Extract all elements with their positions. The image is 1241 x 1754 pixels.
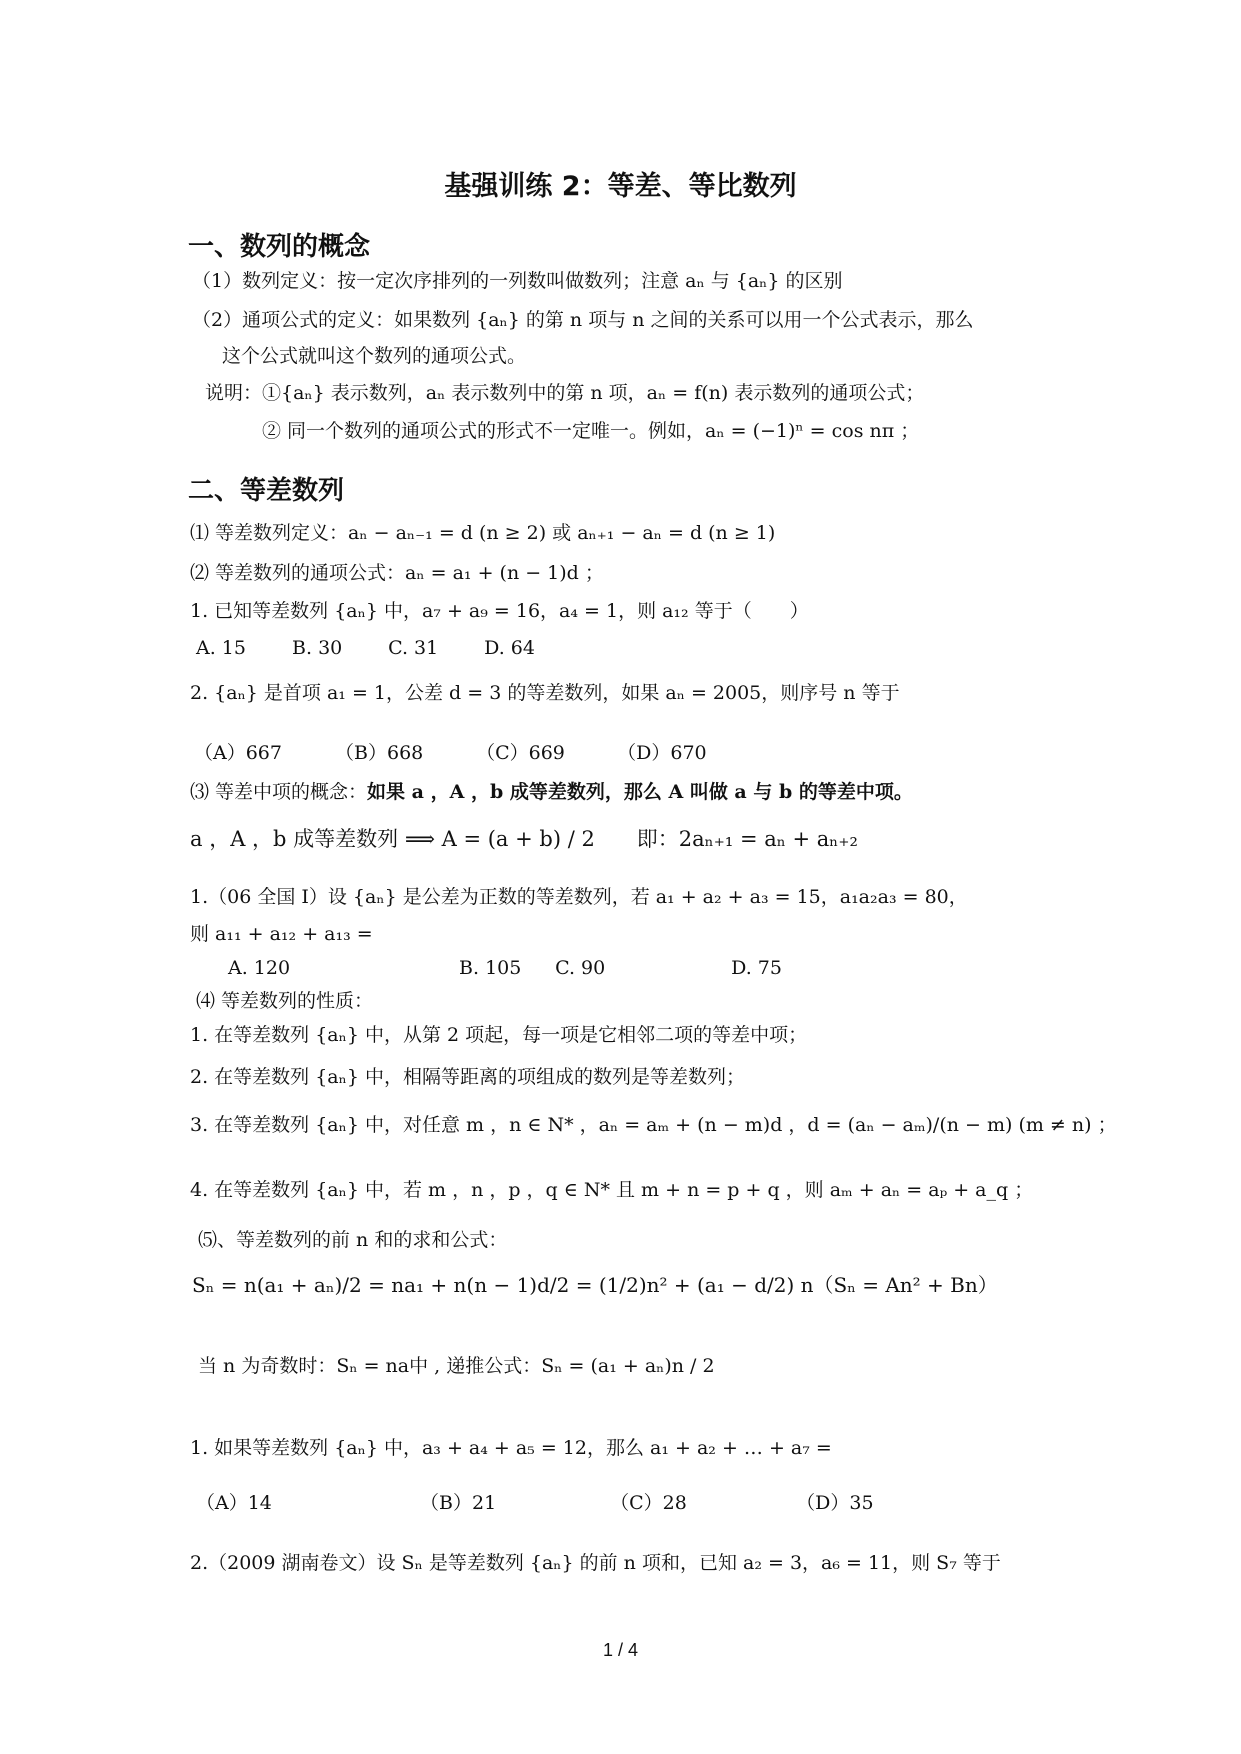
arith-mean-formula: a ，A ，b 成等差数列 ⟹ A = (a + b) / 2 即：2aₙ₊₁ = aₙ + aₙ₊₂ xyxy=(190,827,858,851)
option: （A）14 xyxy=(196,1492,272,1514)
option: （B）21 xyxy=(420,1492,497,1514)
question-1: 1. 已知等差数列 {aₙ} 中，a₇ + a₉ = 16，a₄ = 1，则 a₁₂ 等于（ ） xyxy=(190,600,809,622)
arith-mean-concept xyxy=(190,779,913,805)
question-1-options xyxy=(196,635,574,661)
question-2: 2. {aₙ} 是首项 a₁ = 1，公差 d = 3 的等差数列，如果 aₙ = 2005，则序号 n 等于 xyxy=(190,682,900,704)
option: A. 15 xyxy=(196,637,246,659)
arith-definition: ⑴ 等差数列定义：aₙ − aₙ₋₁ = d (n ≥ 2) 或 aₙ₊₁ − aₙ = d (n ≥ 1) xyxy=(190,522,776,544)
option: D. 75 xyxy=(731,957,782,979)
option: （D）670 xyxy=(617,742,707,764)
question-4-options xyxy=(196,1490,896,1516)
property-2: 2. 在等差数列 {aₙ} 中，相隔等距离的项组成的数列是等差数列； xyxy=(190,1066,745,1088)
option: （C）28 xyxy=(610,1492,687,1514)
option: （A）667 xyxy=(194,742,282,764)
section-heading-concept: 一、数列的概念 xyxy=(188,232,371,262)
page-number: 1 / 4 xyxy=(602,1640,639,1660)
arith-mean-definition: 如果 a ，A ，b 成等差数列，那么 A 叫做 a 与 b 的等差中项。 xyxy=(367,781,913,803)
property-4: 4. 在等差数列 {aₙ} 中，若 m ，n ，p ，q ∈ N* 且 m + n = p + q ，则 aₘ + aₙ = aₚ + a_q ； xyxy=(190,1179,1034,1201)
question-4: 1. 如果等差数列 {aₙ} 中，a₃ + a₄ + a₅ = 12，那么 a₁ + a₂ + … + a₇ = xyxy=(190,1437,832,1459)
concept-line-1: （1）数列定义：按一定次序排列的一列数叫做数列；注意 aₙ 与 {aₙ} 的区别 xyxy=(192,270,843,292)
sum-formula: Sₙ = n(a₁ + aₙ)/2 = na₁ + n(n − 1)d/2 = (1/2)n² + (a₁ − d/2) n（Sₙ = An² + Bn） xyxy=(192,1273,998,1297)
question-3: 1.（06 全国 I）设 {aₙ} 是公差为正数的等差数列，若 a₁ + a₂ + a₃ = 15，a₁a₂a₃ = 80， xyxy=(190,886,968,908)
option: B. 105 xyxy=(459,957,522,979)
option: B. 30 xyxy=(292,637,343,659)
question-3-continued: 则 a₁₁ + a₁₂ + a₁₃ = xyxy=(190,923,373,945)
page-title: 基强训练 2：等差、等比数列 xyxy=(444,171,797,202)
concept-line-3: 这个公式就叫这个数列的通项公式。 xyxy=(222,345,527,367)
sum-heading: ⑸、等差数列的前 n 和的求和公式： xyxy=(198,1229,508,1251)
option: A. 120 xyxy=(228,957,291,979)
property-3: 3. 在等差数列 {aₙ} 中，对任意 m ，n ∈ N* ，aₙ = aₘ + (n − m)d ，d = (aₙ − aₘ)/(n − m) (m ≠ n) ； xyxy=(190,1114,1117,1136)
property-1: 1. 在等差数列 {aₙ} 中，从第 2 项起，每一项是它相邻二项的等差中项； xyxy=(190,1024,808,1046)
concept-note-2: ② 同一个数列的通项公式的形式不一定唯一。例如，aₙ = (−1)ⁿ = cos nπ ； xyxy=(262,420,920,442)
concept-note-1: 说明：①{aₙ} 表示数列，aₙ 表示数列中的第 n 项，aₙ = f(n) 表示数列的通项公式； xyxy=(205,382,925,404)
option: C. 90 xyxy=(555,957,606,979)
arith-mean-prefix: ⑶ 等差中项的概念： xyxy=(190,781,368,803)
question-3-options xyxy=(228,955,821,981)
section-heading-arithmetic: 二、等差数列 xyxy=(188,476,345,506)
question-2-options xyxy=(194,740,752,766)
option: （D）35 xyxy=(796,1492,874,1514)
option: C. 31 xyxy=(388,637,439,659)
option: D. 64 xyxy=(484,637,535,659)
concept-line-2: （2）通项公式的定义：如果数列 {aₙ} 的第 n 项与 n 之间的关系可以用一个公式表示，那么 xyxy=(192,309,974,331)
properties-heading: ⑷ 等差数列的性质： xyxy=(196,990,374,1012)
option: （B）668 xyxy=(335,742,424,764)
option: （C）669 xyxy=(476,742,565,764)
arith-general-term: ⑵ 等差数列的通项公式：aₙ = a₁ + (n − 1)d ； xyxy=(190,562,604,584)
question-5: 2.（2009 湖南卷文）设 Sₙ 是等差数列 {aₙ} 的前 n 项和，已知 a₂ = 3，a₆ = 11，则 S₇ 等于 xyxy=(190,1552,1001,1574)
odd-case-formula: 当 n 为奇数时：Sₙ = na中 , 递推公式：Sₙ = (a₁ + aₙ)n / 2 xyxy=(198,1355,715,1377)
